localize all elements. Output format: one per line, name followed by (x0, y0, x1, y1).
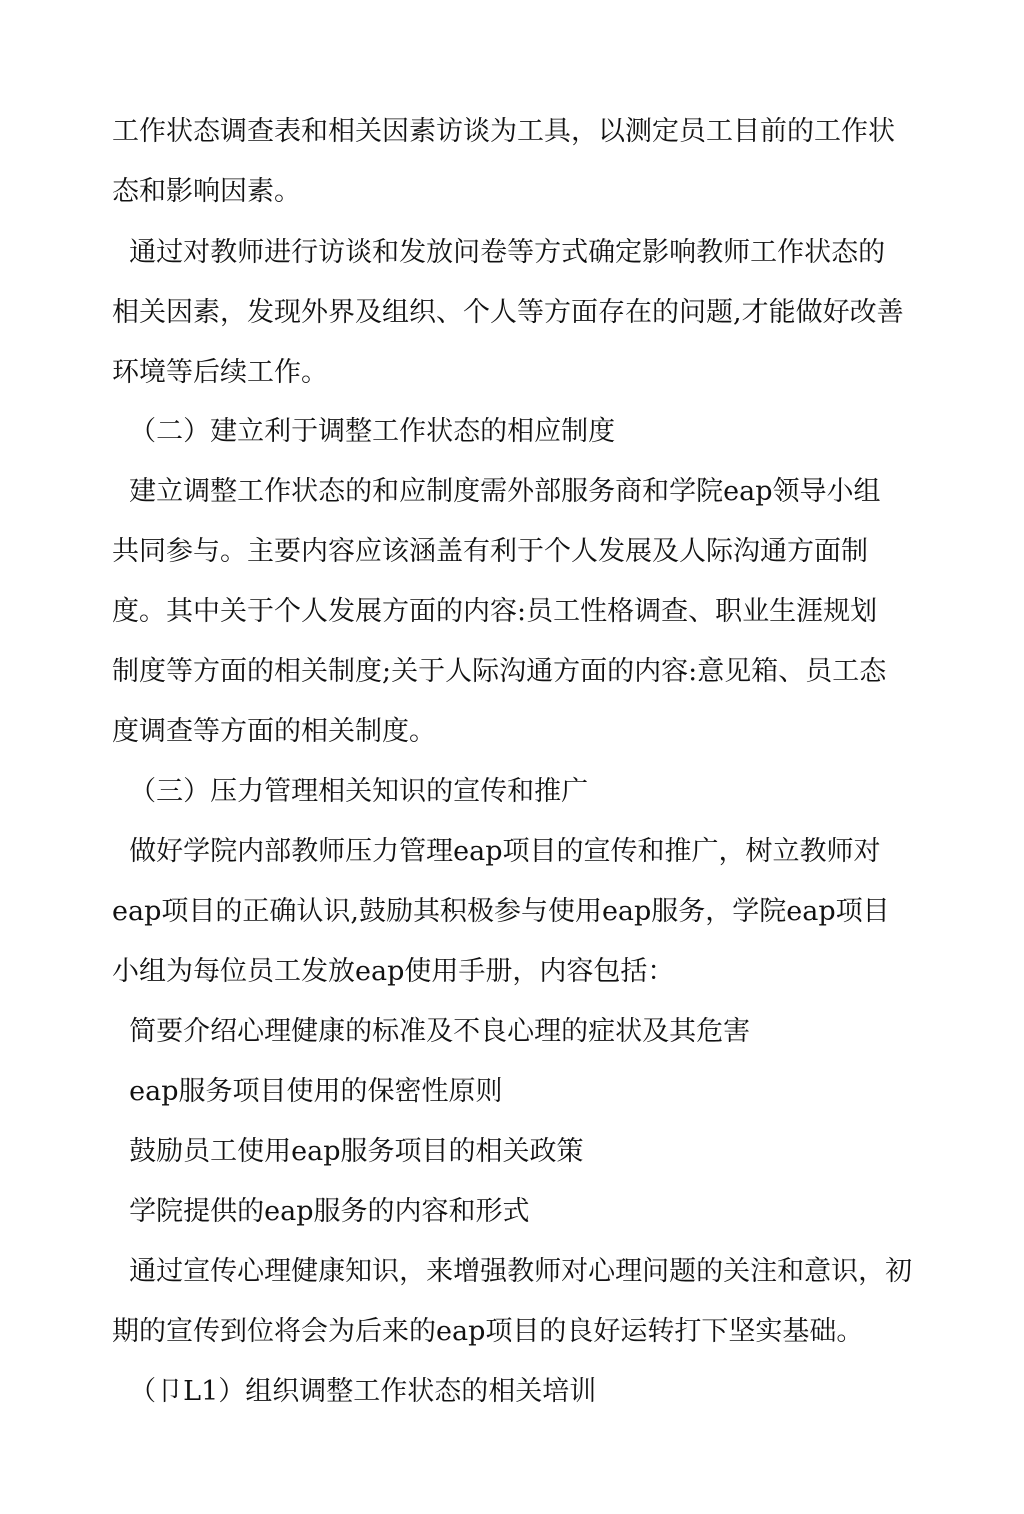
section-heading-3: （三）压力管理相关知识的宣传和推广 (112, 776, 589, 807)
list-item-4: 学院提供的eap服务的内容和形式 (112, 1196, 530, 1227)
text-line-14: eap项目的正确认识,鼓励其积极参与使用eap服务，学院eap项目 (112, 896, 890, 927)
text-line-3: 通过对教师进行访谈和发放问卷等方式确定影响教师工作状态的 (112, 237, 886, 268)
list-item-3: 鼓励员工使用eap服务项目的相关政策 (112, 1136, 584, 1167)
text-line-4: 相关因素，发现外界及组织、个人等方面存在的问题,才能做好改善 (112, 297, 904, 328)
text-line-20: 通过宣传心理健康知识，来增强教师对心理问题的关注和意识，初 (112, 1256, 913, 1287)
text-line-9: 度。其中关于个人发展方面的内容:员工性格调查、职业生涯规划 (112, 596, 878, 627)
section-heading-4: （卩L1）组织调整工作状态的相关培训 (112, 1376, 597, 1407)
text-line-21: 期的宣传到位将会为后来的eap项目的良好运转打下坚实基础。 (112, 1316, 864, 1347)
text-line-1: 工作状态调查表和相关因素访谈为工具，以测定员工目前的工作状 (112, 116, 895, 147)
text-line-11: 度调查等方面的相关制度。 (112, 716, 436, 747)
list-item-1: 简要介绍心理健康的标准及不良心理的症状及其危害 (112, 1016, 751, 1047)
text-line-13: 做好学院内部教师压力管理eap项目的宣传和推广，树立教师对 (112, 836, 881, 867)
text-line-7: 建立调整工作状态的和应制度需外部服务商和学院eap领导小组 (112, 476, 881, 507)
text-line-2: 态和影响因素。 (112, 176, 301, 207)
text-line-5: 环境等后续工作。 (112, 357, 328, 388)
text-line-10: 制度等方面的相关制度;关于人际沟通方面的内容:意见箱、员工态 (112, 656, 887, 687)
text-line-15: 小组为每位员工发放eap使用手册，内容包括： (112, 956, 675, 987)
text-line-8: 共同参与。主要内容应该涵盖有利于个人发展及人际沟通方面制 (112, 536, 868, 567)
list-item-2: eap服务项目使用的保密性原则 (112, 1076, 503, 1107)
section-heading-2: （二）建立利于调整工作状态的相应制度 (112, 416, 616, 447)
